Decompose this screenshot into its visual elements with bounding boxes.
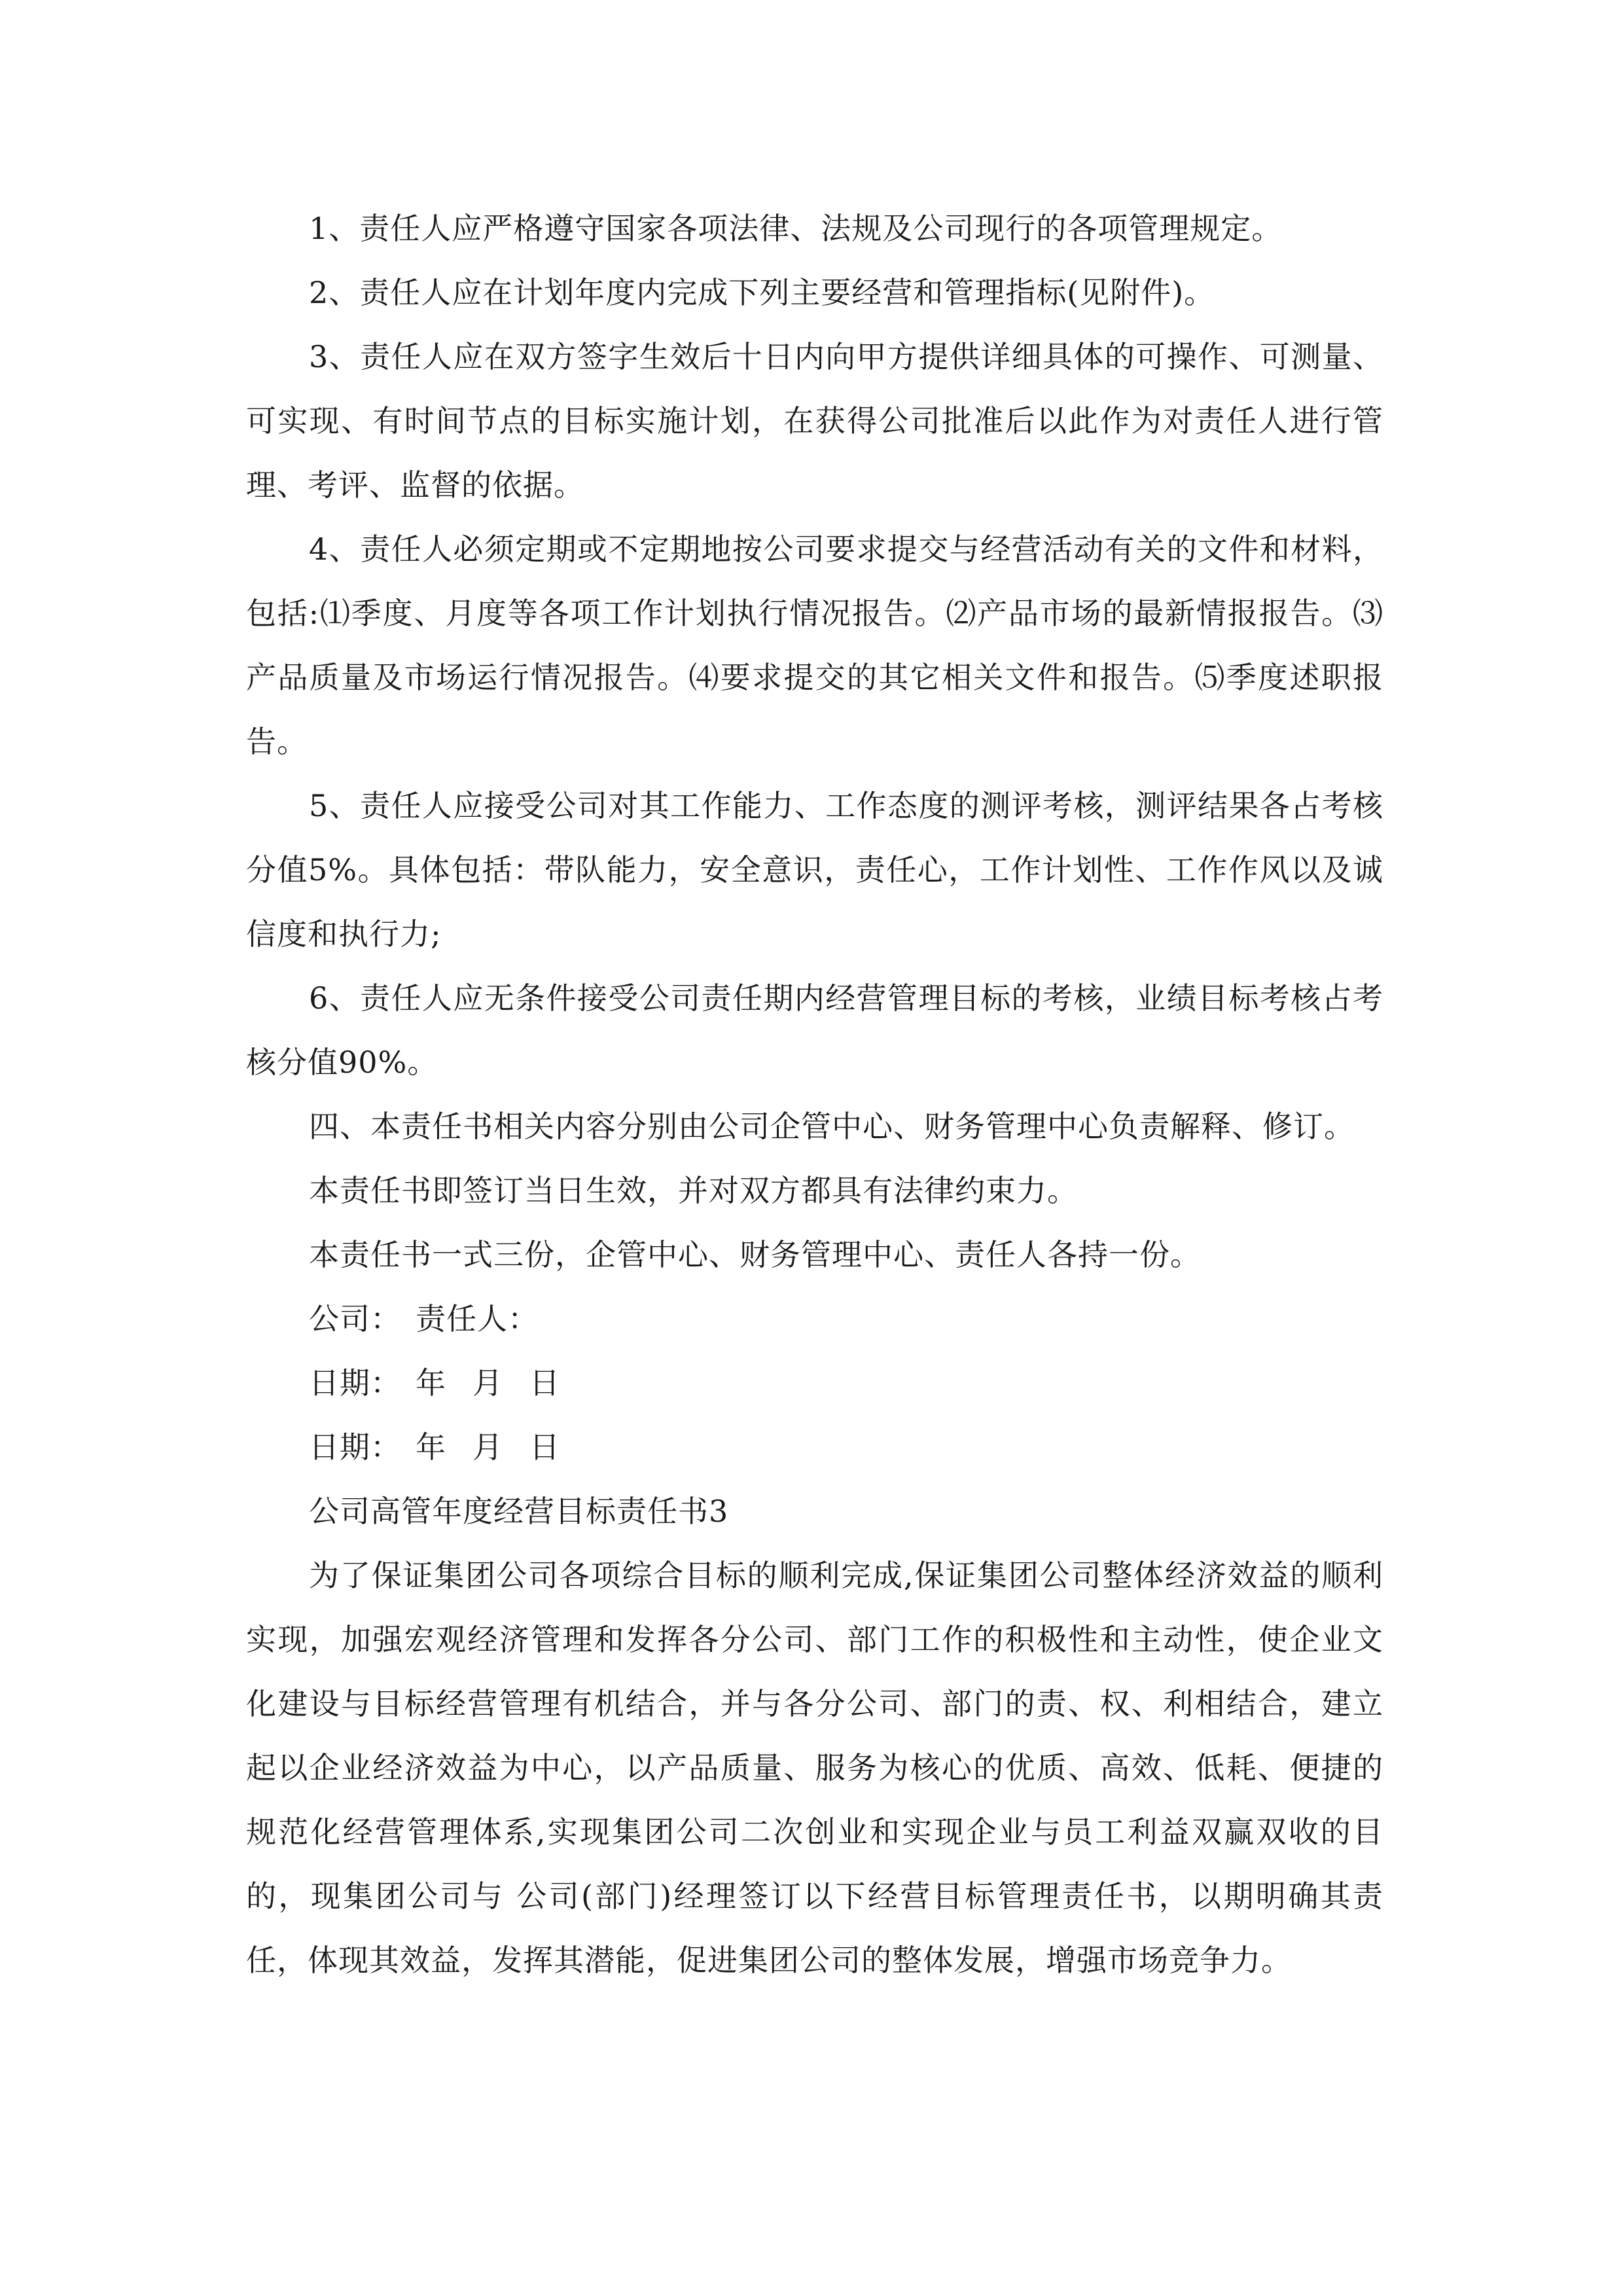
month-label: 月 xyxy=(473,1365,503,1401)
copies-statement: 本责任书一式三份，企管中心、财务管理中心、责任人各持一份。 xyxy=(309,1237,1201,1272)
document-body xyxy=(246,196,1383,1992)
year-label: 年 xyxy=(416,1365,446,1401)
date-line-2 xyxy=(246,1415,1383,1479)
company-label: 公司： xyxy=(309,1301,401,1336)
month-label: 月 xyxy=(473,1429,503,1465)
responsible-label: 责任人： xyxy=(416,1301,539,1336)
section-title: 公司高管年度经营目标责任书3 xyxy=(309,1494,729,1529)
day-label: 日 xyxy=(529,1429,560,1465)
clause-2: 2、责任人应在计划年度内完成下列主要经营和管理指标(见附件)。 xyxy=(309,275,1215,310)
clause-1: 1、责任人应严格遵守国家各项法律、法规及公司现行的各项管理规定。 xyxy=(309,211,1283,246)
date-label: 日期： xyxy=(309,1365,401,1401)
clause-5: 5、责任人应接受公司对其工作能力、工作态度的测评考核，测评结果各占考核分值5%。具体包括：带队能力，安全意识，责任心，工作计划性、工作作风以及诚信度和执行力; xyxy=(246,788,1383,952)
body-paragraph: 为了保证集团公司各项综合目标的顺利完成,保证集团公司整体经济效益的顺利实现，加强宏观经济管理和发挥各分公司、部门工作的积极性和主动性，使企业文化建设与目标经营管理有机结合，并与各分公司、部门的责、权、利相结合，建立起以企业经济效益为中心，以产品质量、服务为核心的优质、高效、低耗、便捷的规范化经营管理体系,实现集团公司二次创业和实现企业与员工利益双赢双收的目的，现集团公司与 公司(部门)经理签订以下经营目标管理责任书，以期明确其责任，体现其效益，发挥其潜能，促进集团公司的整体发展，增强市场竞争力。 xyxy=(246,1558,1383,1978)
clause-four-interpretation: 四、本责任书相关内容分别由公司企管中心、财务管理中心负责解释、修订。 xyxy=(309,1109,1355,1144)
clause-4: 4、责任人必须定期或不定期地按公司要求提交与经营活动有关的文件和材料，包括:⑴季度、月度等各项工作计划执行情况报告。⑵产品市场的最新情报报告。⑶产品质量及市场运行情况报告。⑷要求提交的其它相关文件和报告。⑸季度述职报告。 xyxy=(246,531,1383,759)
day-label: 日 xyxy=(529,1365,560,1401)
date-label: 日期： xyxy=(309,1429,401,1465)
date-line-1 xyxy=(246,1351,1383,1415)
clause-6: 6、责任人应无条件接受公司责任期内经营管理目标的考核，业绩目标考核占考核分值90%。 xyxy=(246,980,1383,1080)
clause-3: 3、责任人应在双方签字生效后十日内向甲方提供详细具体的可操作、可测量、可实现、有时间节点的目标实施计划，在获得公司批准后以此作为对责任人进行管理、考评、监督的依据。 xyxy=(246,339,1383,503)
effective-statement: 本责任书即签订当日生效，并对双方都具有法律约束力。 xyxy=(309,1173,1078,1208)
year-label: 年 xyxy=(416,1429,446,1465)
signature-line xyxy=(246,1287,1383,1351)
